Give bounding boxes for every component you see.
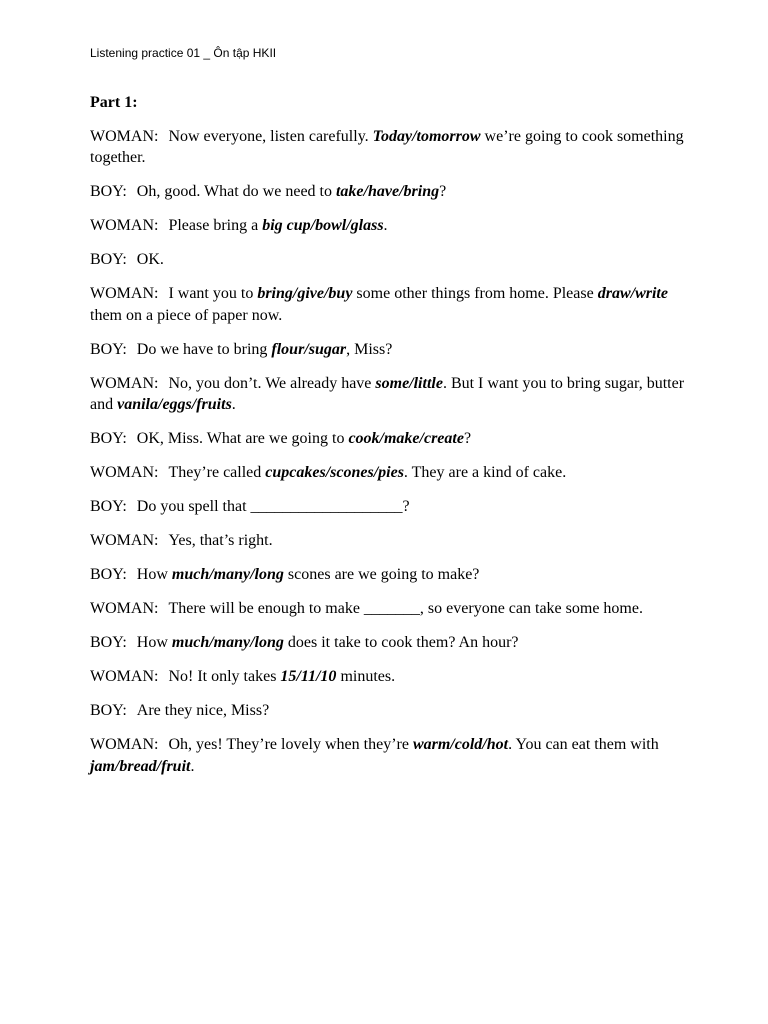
dialogue-line: [90, 462, 690, 484]
speaker-label: BOY:: [90, 183, 127, 200]
speaker-label: WOMAN:: [90, 532, 159, 549]
page-header: Listening practice 01 _ Ôn tập HKII: [90, 46, 277, 60]
speaker-label: BOY:: [90, 702, 127, 719]
dialogue-text: How: [136, 634, 172, 651]
dialogue-text: Oh, yes! They’re lovely when they’re: [168, 736, 413, 753]
answer-options: much/many/long: [171, 634, 284, 651]
dialogue-text: .: [383, 217, 388, 234]
dialogue-line: [90, 373, 690, 416]
dialogue-text: How: [136, 566, 172, 583]
answer-options: some/little: [375, 374, 443, 392]
dialogue-line: [90, 283, 690, 326]
dialogue-line: [90, 215, 690, 237]
speaker-label: BOY:: [90, 566, 127, 583]
answer-options: Today/tomorrow: [372, 127, 481, 145]
dialogue-text: . But I want you to bring sugar, butter and: [90, 374, 685, 413]
speaker-label: BOY:: [90, 430, 127, 447]
dialogue-text: . You can eat them with: [508, 736, 659, 753]
dialogue-line: [90, 126, 690, 169]
dialogue-line: [90, 339, 690, 361]
answer-options: cook/make/create: [348, 430, 464, 447]
speaker-label: WOMAN:: [90, 668, 159, 685]
dialogue-line: [90, 564, 690, 586]
speaker-label: WOMAN:: [90, 285, 159, 302]
dialogue-line: [90, 632, 690, 654]
dialogue-line: [90, 666, 690, 688]
speaker-label: BOY:: [90, 498, 127, 515]
dialogue-text: does it take to cook them? An hour?: [283, 634, 519, 651]
dialogue-line: [90, 530, 690, 552]
answer-options: flour/sugar: [271, 340, 347, 358]
answer-options: take/have/bring: [335, 183, 440, 200]
speaker-label: WOMAN:: [90, 736, 159, 753]
dialogue-text: I want you to: [168, 285, 258, 302]
dialogue-text: minutes.: [336, 668, 396, 685]
dialogue-text: Please bring a: [168, 217, 263, 234]
dialogue-line: [90, 428, 690, 450]
dialogue-text: Are they nice, Miss?: [136, 702, 270, 719]
answer-options: bring/give/buy: [257, 285, 353, 302]
answer-options: vanila/eggs/fruits: [117, 396, 232, 413]
dialogue-text: some other things from home. Please: [352, 285, 598, 302]
dialogue-text: ?: [463, 430, 472, 447]
dialogue-text: , Miss?: [346, 340, 393, 358]
answer-options: jam/bread/fruit: [90, 757, 191, 775]
dialogue-text: scones are we going to make?: [283, 566, 480, 583]
answer-options: cupcakes/scones/pies: [265, 464, 404, 481]
dialogue-text: They’re called: [168, 464, 266, 481]
dialogue-text: Oh, good. What do we need to: [136, 183, 336, 200]
dialogue-text: them on a piece of paper now.: [90, 306, 283, 324]
dialogue-line: [90, 598, 690, 620]
dialogue-text: No, you don’t. We already have: [168, 374, 376, 392]
dialogue-text: There will be enough to make _______, so everyone can take some home.: [168, 600, 643, 617]
dialogue-text: No! It only takes: [168, 668, 281, 685]
answer-options: big cup/bowl/glass: [262, 217, 384, 234]
dialogue-line: [90, 181, 690, 203]
dialogue-text: Do you spell that ___________________?: [136, 498, 410, 515]
dialogue-text: Yes, that’s right.: [168, 532, 273, 549]
speaker-label: WOMAN:: [90, 464, 159, 481]
answer-options: much/many/long: [171, 566, 284, 583]
dialogue-text: ?: [439, 183, 447, 200]
dialogue-text: . They are a kind of cake.: [403, 464, 567, 481]
speaker-label: BOY:: [90, 634, 127, 651]
speaker-label: WOMAN:: [90, 217, 159, 234]
answer-options: draw/write: [597, 285, 668, 302]
dialogue-line: [90, 496, 690, 518]
part-title: Part 1:: [90, 94, 138, 111]
speaker-label: WOMAN:: [90, 374, 159, 392]
dialogue-text: .: [231, 396, 236, 413]
speaker-label: BOY:: [90, 340, 127, 358]
dialogue-line: [90, 249, 690, 271]
dialogue-text: Do we have to bring: [136, 340, 272, 358]
dialogue-body: [90, 92, 690, 790]
dialogue-line: [90, 700, 690, 722]
dialogue-text: OK, Miss. What are we going to: [136, 430, 349, 447]
dialogue-lines: [90, 126, 690, 778]
dialogue-text: Now everyone, listen carefully.: [168, 127, 373, 145]
dialogue-text: we’re going to cook something together.: [90, 127, 684, 166]
speaker-label: WOMAN:: [90, 127, 159, 145]
speaker-label: BOY:: [90, 251, 127, 268]
dialogue-text: OK.: [136, 251, 164, 268]
dialogue-line: [90, 734, 690, 777]
answer-options: 15/11/10: [280, 668, 337, 685]
answer-options: warm/cold/hot: [412, 736, 509, 753]
dialogue-text: .: [190, 757, 195, 775]
speaker-label: WOMAN:: [90, 600, 159, 617]
